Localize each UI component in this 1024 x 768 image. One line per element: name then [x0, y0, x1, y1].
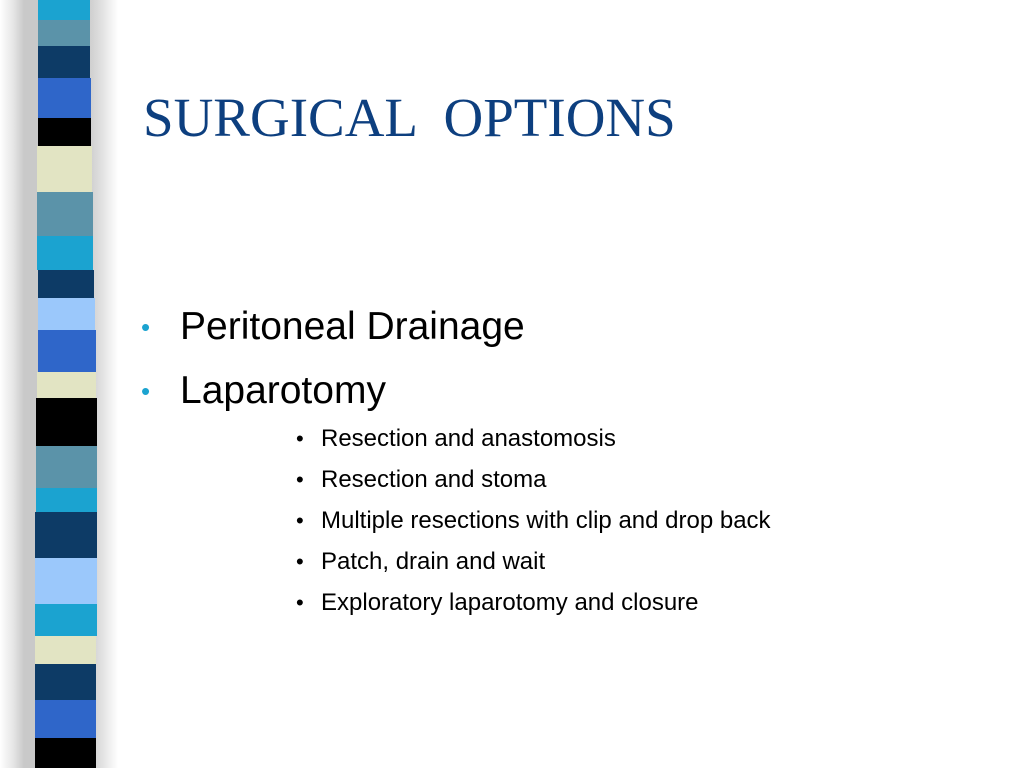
decorative-block — [35, 558, 97, 604]
decorative-block — [35, 636, 96, 664]
decorative-block — [35, 738, 96, 768]
bullet-item-laparotomy — [141, 359, 525, 423]
decorative-block — [35, 604, 97, 636]
sub-bullet-marker-icon: • — [296, 425, 304, 451]
sub-bullet-item — [296, 418, 771, 459]
decorative-block — [35, 512, 97, 558]
sub-bullet-item — [296, 500, 771, 541]
decorative-block — [35, 664, 96, 700]
sub-bullet-label: Resection and stoma — [321, 465, 547, 493]
bullet-marker-icon: • — [141, 376, 151, 406]
slide-title: SURGICAL OPTIONS — [143, 87, 676, 148]
main-bullet-list — [141, 295, 525, 423]
sub-bullet-label: Resection and anastomosis — [321, 424, 616, 452]
decorative-block — [38, 298, 95, 330]
decorative-block — [38, 20, 90, 46]
bullet-label: Laparotomy — [180, 369, 386, 412]
decorative-block — [38, 330, 96, 372]
sub-bullet-marker-icon: • — [296, 507, 304, 533]
bullet-marker-icon: • — [141, 312, 151, 342]
decorative-block — [36, 446, 97, 488]
decorative-block — [35, 700, 96, 738]
decorative-block — [38, 46, 90, 78]
decorative-block — [37, 372, 96, 398]
decorative-block — [38, 118, 91, 146]
decorative-block — [36, 488, 97, 512]
decorative-block — [38, 0, 90, 20]
decorative-block — [37, 146, 92, 192]
decorative-blocks — [0, 0, 118, 768]
sub-bullet-label: Exploratory laparotomy and closure — [321, 588, 699, 616]
sub-bullet-marker-icon: • — [296, 548, 304, 574]
bullet-label: Peritoneal Drainage — [180, 305, 525, 348]
sub-bullet-marker-icon: • — [296, 589, 304, 615]
decorative-strip — [0, 0, 118, 768]
decorative-block — [38, 270, 94, 298]
decorative-block — [37, 192, 93, 236]
sub-bullet-label: Patch, drain and wait — [321, 547, 546, 575]
decorative-block — [38, 78, 91, 118]
sub-bullet-list — [296, 418, 771, 623]
bullet-item-peritoneal-drainage — [141, 295, 525, 359]
sub-bullet-item — [296, 541, 771, 582]
decorative-block — [36, 398, 97, 446]
sub-bullet-item — [296, 582, 771, 623]
sub-bullet-item — [296, 459, 771, 500]
sub-bullet-marker-icon: • — [296, 466, 304, 492]
sub-bullet-label: Multiple resections with clip and drop back — [321, 506, 771, 534]
decorative-block — [37, 236, 93, 270]
